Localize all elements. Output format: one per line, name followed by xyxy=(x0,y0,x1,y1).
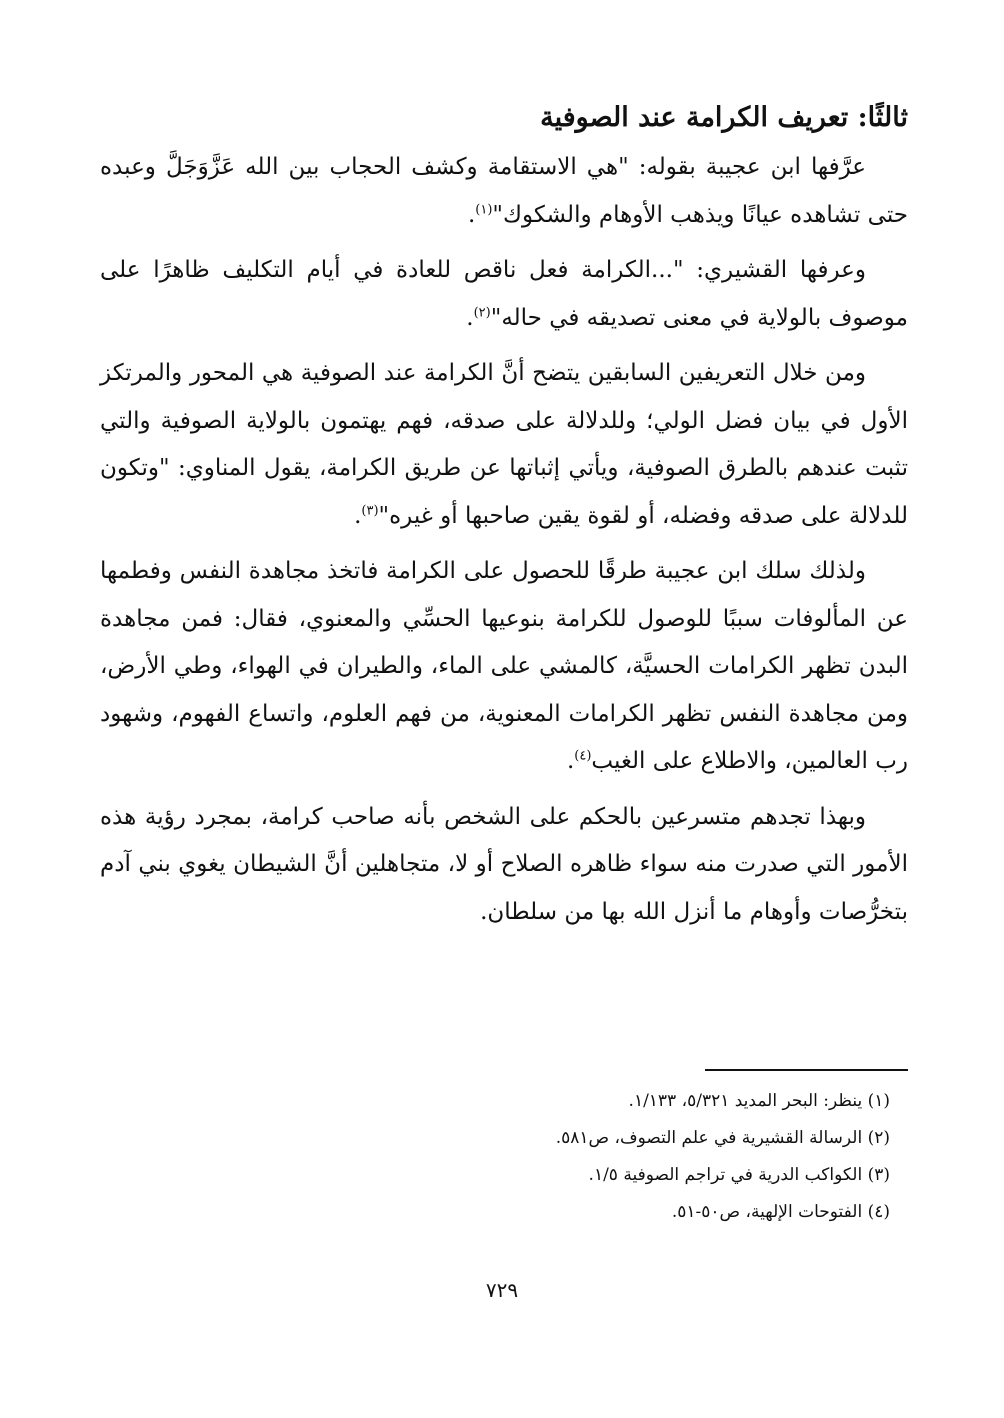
footnote-ref-4[interactable]: (٤) xyxy=(574,748,592,764)
heading-title: تعريف الكرامة عند الصوفية xyxy=(540,102,849,133)
paragraph-text: وبهذا تجدهم متسرعين بالحكم على الشخص بأنه صاحب كرامة، بمجرد رؤية هذه الأمور التي صدرت منه سواء ظاهره الصلاح أو لا، متجاهلين أنَّ الشيطان يغوي بني آدم بتخرُّصات وأوهام ما أنزل الله بها من سلطان. xyxy=(100,803,908,925)
paragraph-1 xyxy=(100,144,908,239)
paragraph-2 xyxy=(100,247,908,342)
paragraph-end: . xyxy=(467,201,476,228)
footnote-2: (٢) الرسالة القشيرية في علم التصوف، ص٥٨١. xyxy=(555,1128,890,1148)
footnote-ref-3[interactable]: (٣) xyxy=(361,502,379,518)
paragraph-text: وعرفها القشيري: "...الكرامة فعل ناقص للعادة في أيام التكليف ظاهرًا على موصوف بالولاية في معنى تصديقه في حاله" xyxy=(100,257,908,331)
section-heading xyxy=(100,92,908,144)
main-text xyxy=(100,92,908,936)
footnote-ref-1[interactable]: (١) xyxy=(475,201,493,217)
paragraph-3 xyxy=(100,350,908,540)
paragraph-4 xyxy=(100,548,908,786)
heading-label: ثالثًا xyxy=(867,102,908,133)
paragraph-end: . xyxy=(354,502,362,529)
paragraph-text: ولذلك سلك ابن عجيبة طرقًا للحصول على الكرامة فاتخذ مجاهدة النفس وفطمها عن المألوفات سببًا للوصول للكرامة بنوعيها الحسِّي والمعنوي، فقال: فمن مجاهدة البدن تظهر الكرامات الحسيَّة، كالمشي على الماء، والطيران في الهواء، وطي الأرض، ومن مجاهدة النفس تظهر الكرامات المعنوية، من فهم العلوم، واتساع الفهوم، وشهود رب العالمين، والاطلاع على الغيب xyxy=(100,558,908,774)
paragraph-text: ومن خلال التعريفين السابقين يتضح أنَّ الكرامة عند الصوفية هي المحور والمرتكز الأول في بيان فضل الولي؛ وللدلالة على صدقه، فهم يهتمون بالولاية الصوفية والتي تثبت عندهم بالطرق الصوفية، ويأتي إثباتها عن طريق الكرامة، يقول المناوي: "وتكون للدلالة على صدقه وفضله، أو لقوة يقين صاحبها أو غيره" xyxy=(100,360,908,529)
paragraph-text: عرَّفها ابن عجيبة بقوله: "هي الاستقامة وكشف الحجاب بين الله عَزَّوَجَلَّ وعبده حتى تشاهده عيانًا ويذهب الأوهام والشكوك" xyxy=(100,154,908,228)
paragraph-5 xyxy=(100,794,908,937)
heading-colon: : xyxy=(848,102,868,133)
page-number: ٧٢٩ xyxy=(485,1278,519,1302)
footnote-4: (٤) الفتوحات الإلهية، ص٥٠-٥١. xyxy=(671,1202,890,1222)
paragraph-end: . xyxy=(466,304,474,331)
footnote-1: (١) ينظر: البحر المديد ٥/٣٢١، ١/١٣٣. xyxy=(628,1091,890,1111)
footnote-3: (٣) الكواكب الدرية في تراجم الصوفية ١/٥. xyxy=(588,1165,890,1185)
footnote-ref-2[interactable]: (٢) xyxy=(473,304,491,320)
footnotes xyxy=(100,1083,890,1231)
footnote-divider xyxy=(705,1069,908,1071)
paragraph-end: . xyxy=(566,748,575,774)
